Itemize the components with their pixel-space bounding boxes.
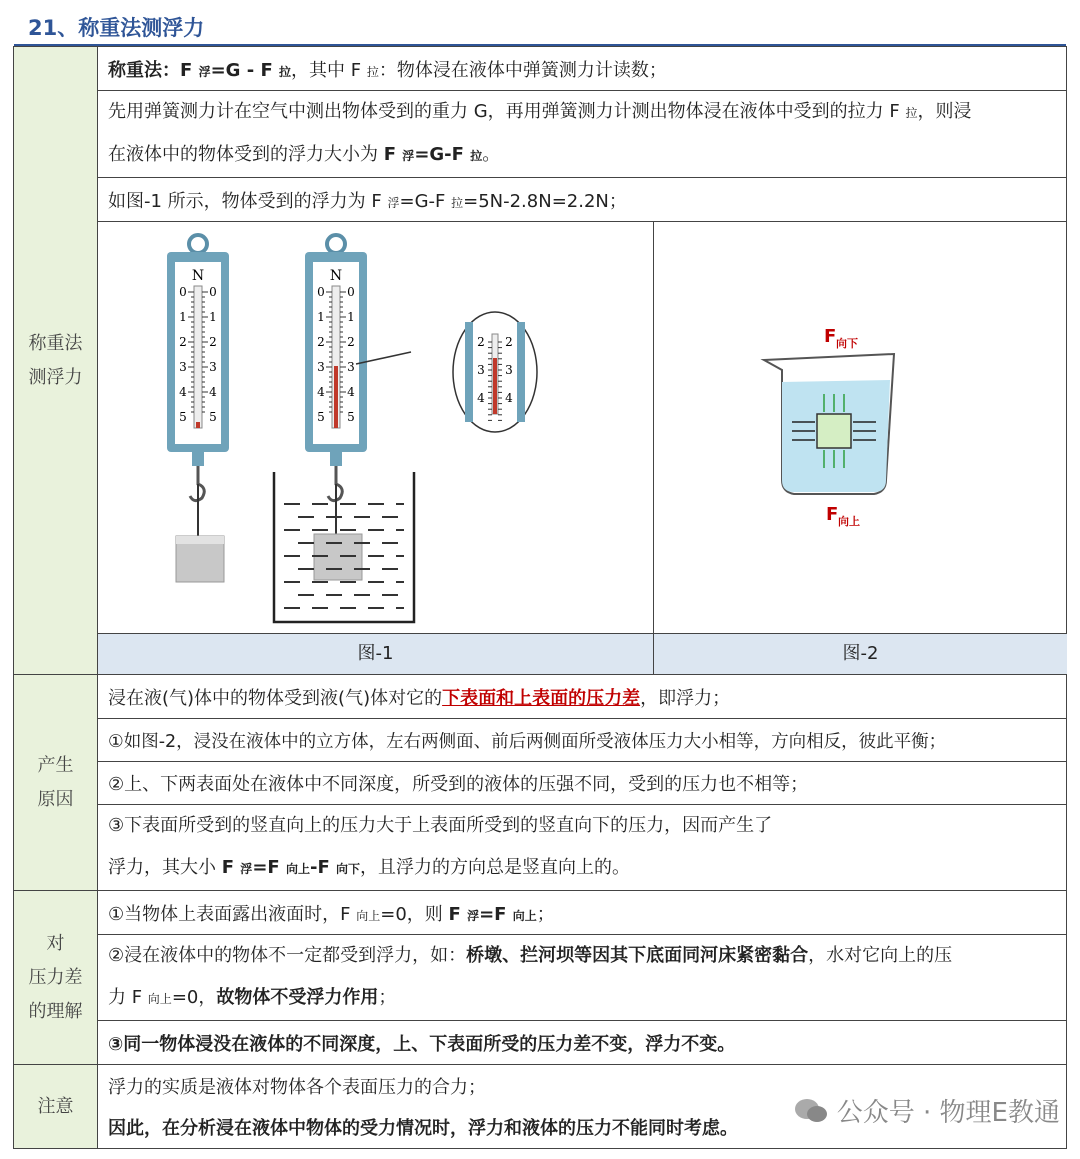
svg-text:向上: 向上: [838, 515, 860, 528]
scale-tick-left: 1: [317, 310, 325, 324]
spring-scale-in-air: [167, 235, 229, 582]
svg-text:N: N: [329, 268, 343, 284]
scale-tick-right: 4: [209, 385, 217, 399]
scale-tick-left: 5: [179, 410, 187, 424]
cause-row-4: ③下表面所受到的竖直向上的压力大于上表面所受到的竖直向下的压力，因而产生了 浮力，其大小 F 浮=F 向上-F 向下，且浮力的方向总是竖直向上的。: [98, 805, 1067, 891]
scale-tick-right: 4: [347, 385, 355, 399]
scale-tick-right: 2: [209, 335, 217, 349]
wechat-icon: [793, 1097, 829, 1125]
scale-tick-left: 3: [179, 360, 187, 374]
zoom-tick-left: 2: [477, 335, 485, 349]
note-row-1: 浮力的实质是液体对物体各个表面压力的合力；: [98, 1065, 1067, 1107]
svg-text:向下: 向下: [836, 337, 858, 350]
zoom-inset: [453, 312, 537, 432]
pressure-row-1: ①当物体上表面露出液面时，F 向上=0，则 F 浮=F 向上；: [98, 891, 1067, 935]
scale-tick-right: 3: [209, 360, 217, 374]
scale-tick-left: 4: [179, 385, 187, 399]
scale-tick-right: 0: [209, 285, 217, 299]
scale-tick-left: 2: [317, 335, 325, 349]
scale-tick-right: 5: [347, 410, 355, 424]
watermark: 公众号 · 物理E教通: [793, 1092, 1060, 1129]
figure-1: [98, 222, 654, 674]
side-label-weighing: 称重法 测浮力: [14, 47, 98, 675]
scale-tick-right: 0: [347, 285, 355, 299]
scale-tick-left: 5: [317, 410, 325, 424]
scale-tick-left: 2: [179, 335, 187, 349]
figure-row: [98, 222, 1067, 675]
scale-tick-right: 1: [209, 310, 217, 324]
scale-tick-right: 5: [209, 410, 217, 424]
figure-2-caption: 图-2: [654, 633, 1067, 674]
content-table: [13, 46, 1067, 1149]
scale-tick-left: 4: [317, 385, 325, 399]
scale-tick-left: 1: [179, 310, 187, 324]
figure-1-caption: 图-1: [98, 633, 653, 674]
scale-tick-left: 0: [317, 285, 325, 299]
note-row-2: 因此，在分析浸在液体中物体的受力情况时，浮力和液体的压力不能同时考虑。: [98, 1107, 1067, 1149]
scale-tick-left: 0: [179, 285, 187, 299]
scale-tick-right: 2: [347, 335, 355, 349]
zoom-tick-right: 3: [505, 363, 513, 377]
svg-text:F: F: [826, 504, 839, 525]
scale-tick-right: 3: [347, 360, 355, 374]
weighing-row-1: 称重法：F 浮=G - F 拉，其中 F 拉：物体浸在液体中弹簧测力计读数；: [98, 47, 1067, 91]
side-label-cause: 产生 原因: [14, 675, 98, 891]
side-label-pressure-diff: 对 压力差 的理解: [14, 891, 98, 1065]
spring-scale-diagram: [98, 222, 653, 634]
zoom-tick-left: 3: [477, 363, 485, 377]
scale-unit-label: N: [191, 268, 205, 284]
figure-2: [654, 222, 1067, 674]
cause-row-3: ②上、下两表面处在液体中不同深度，所受到的液体的压强不同，受到的压力也不相等；: [98, 762, 1067, 805]
svg-text:F: F: [824, 326, 837, 347]
side-label-note: 注意: [14, 1065, 98, 1149]
scale-tick-left: 3: [317, 360, 325, 374]
weighing-row-2: 先用弹簧测力计在空气中测出物体受到的重力 G，再用弹簧测力计测出物体浸在液体中受到的拉力 F 拉，则浸 在液体中的物体受到的浮力大小为 F 浮=G-F 拉。: [98, 91, 1067, 178]
pressure-row-2: ②浸在液体中的物体不一定都受到浮力，如：桥墩、拦河坝等因其下底面同河床紧密黏合，水对它向上的压 力 F 向上=0，故物体不受浮力作用；: [98, 935, 1067, 1021]
beaker-cube-diagram: [654, 222, 1067, 634]
zoom-tick-right: 4: [505, 391, 513, 405]
zoom-tick-left: 4: [477, 391, 485, 405]
cause-row-2: ①如图-2，浸没在液体中的立方体，左右两侧面、前后两侧面所受液体压力大小相等，方向相反，彼此平衡；: [98, 719, 1067, 762]
page-title: 21、称重法测浮力: [28, 16, 205, 40]
scale-tick-right: 1: [347, 310, 355, 324]
pressure-row-3: ③同一物体浸没在液体的不同深度，上、下表面所受的压力差不变，浮力不变。: [98, 1021, 1067, 1065]
weighing-row-3: 如图-1 所示，物体受到的浮力为 F 浮=G-F 拉=5N-2.8N=2.2N；: [98, 178, 1067, 222]
cause-row-1: 浸在液(气)体中的物体受到液(气)体对它的下表面和上表面的压力差，即浮力；: [98, 675, 1067, 719]
spring-scale-in-liquid: [305, 235, 411, 580]
zoom-tick-right: 2: [505, 335, 513, 349]
